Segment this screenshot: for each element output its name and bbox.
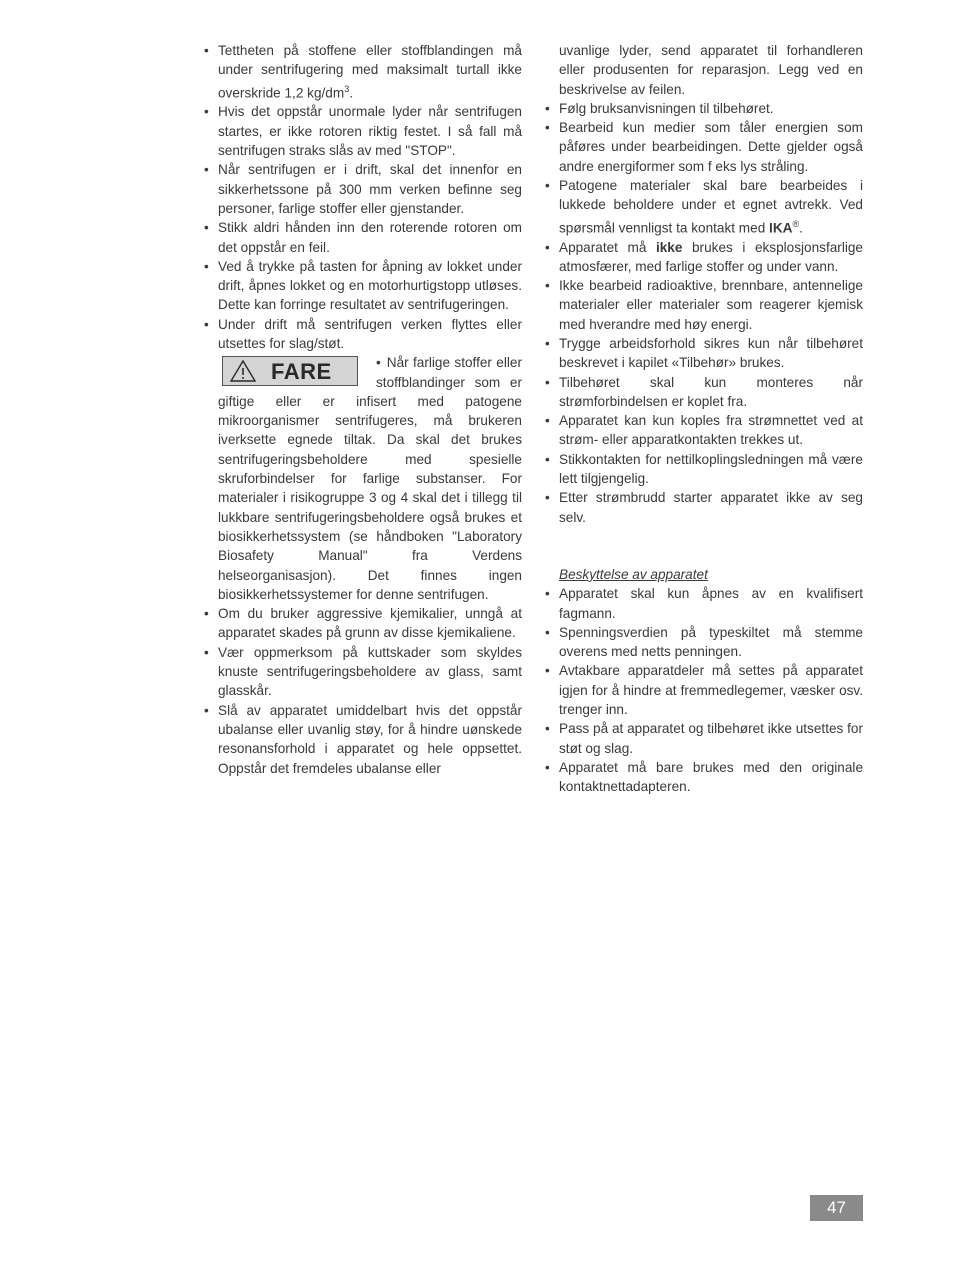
list-item: • Når sentrifugen er i drift, skal det innenfor en sikkerhetssone på 300 mm verken befinne seg personer, farlige stoffer eller gjenstander. [204,162,522,216]
danger-label: FARE [271,358,332,384]
right-column [545,41,863,797]
list-item: • Patogene materialer skal bare bearbeides i lukkede beholdere under et egnet avtrekk. Ved spørsmål vennligst ta kontakt med IKA®. [545,178,863,236]
list-item: • Stikkontakten for nettilkoplingsledningen må være lett tilgjengelig. [545,451,863,487]
list-item: • Vær oppmerksom på kuttskader som skyldes knuste sentrifugeringsbeholdere av glass, samt glasskår. [204,644,522,699]
list-item: • Pass på at apparatet og tilbehøret ikke utsettes for støt og slag. [545,721,863,756]
list-item: • Om du bruker aggressive kjemikalier, unngå at apparatet skades på grunn av disse kjemikaliene. [204,606,522,641]
list-item: • Apparatet skal kun åpnes av en kvalifisert fagmann. [545,586,863,621]
list-item: • Apparatet må bare brukes med den originale kontaktnettadapteren. [545,759,863,795]
list-item: • Ved å trykke på tasten for åpning av lokket under drift, åpnes lokket og en motorhurtigstopp utløses. Dette kan forringe resultatet av sentrifugeringen. [204,258,522,313]
list-item: • Stikk aldri hånden inn den roterende rotoren om det oppstår en feil. [204,220,522,255]
list-item: • Tilbehøret skal kun monteres når strømforbindelsen er koplet fra. [545,374,863,409]
list-item: • Tettheten på stoffene eller stoffblandingen må under sentrifugering med maksimalt turtall ikke overskride 1,2 $kg/dm^3$. [204,43,522,101]
brand-name: IKA [769,220,793,236]
list-item: • Slå av apparatet umiddelbart hvis det oppstår ubalanse eller uvanlig støy, for å hindre uønskede resonansforhold i apparatet og hele oppsettet. Oppstår det fremdeles ubalanse eller [204,702,522,776]
list-item: • Følg bruksanvisningen til tilbehøret. [545,100,774,116]
continuation-text: uvanlige lyder, send apparatet til forhandleren eller produsenten for reparasjon. Legg ved en beskrivelse av feilen. [559,43,863,97]
list-item: • Bearbeid kun medier som tåler energien som påføres under bearbeidingen. Dette gjelder også andre energiformer som f eks lys stråling. [545,120,863,174]
left-column [204,41,522,778]
list-item: • Trygge arbeidsforhold sikres kun når tilbehøret beskrevet i kapilet «Tilbehør» brukes. [545,335,863,371]
list-item: • Ikke bearbeid radioaktive, brennbare, antennelige materialer eller materialer som reagerer kjemisk med hverandre med høy energi. [545,278,863,332]
list-item: • Spenningsverdien på typeskiltet må stemme overens med netts penningen. [545,624,863,660]
warning-triangle-icon [229,359,257,383]
danger-label-box [222,356,358,386]
list-item: • Apparatet kan kun koples fra strømnettet ved at strøm- eller apparatkontakten trekkes ut. [545,413,863,448]
list-item: • Hvis det oppstår unormale lyder når sentrifugen startes, er ikke rotoren riktig festet. I så fall må sentrifugen straks slås av med "STOP". [204,104,522,159]
list-item: • Etter strømbrudd starter apparatet ikke av seg selv. [545,490,863,525]
list-item: • Avtakbare apparatdeler må settes på apparatet igjen for å hindre at fremmedlegemer, væsker osv. trenger inn. [545,663,863,718]
danger-warning-block [204,353,522,604]
danger-text: • Når farlige stoffer eller stoffblandinger som er giftige eller er infisert med patogene mikroorganismer sentrifugeres, må brukeren iverksette egnede tiltak. Da skal det brukes sentrifugeringsbeholdere med spesielle skruforbindelser for farlige substanser. For materialer i risikogruppe 3 og 4 skal det i tillegg til lukkbare sentrifugeringsbeholdere også brukes et biosikkerhetssystem (se håndboken "Laboratory Biosafety Manual" fra Verdens helseorganisasjon). Det finnes ingen biosikkerhetssystemer for denne sentrifugen. [218,355,522,602]
list-item: • Under drift må sentrifugen verken flyttes eller utsettes for slag/støt. [204,316,522,351]
page-number: 47 [810,1195,863,1221]
section-title: Beskyttelse av apparatet [559,566,708,582]
section-spacer [545,527,863,565]
list-item: • Apparatet må ikke brukes i eksplosjonsfarlige atmosfærer, med farlige stoffer og under vann. [545,239,863,274]
